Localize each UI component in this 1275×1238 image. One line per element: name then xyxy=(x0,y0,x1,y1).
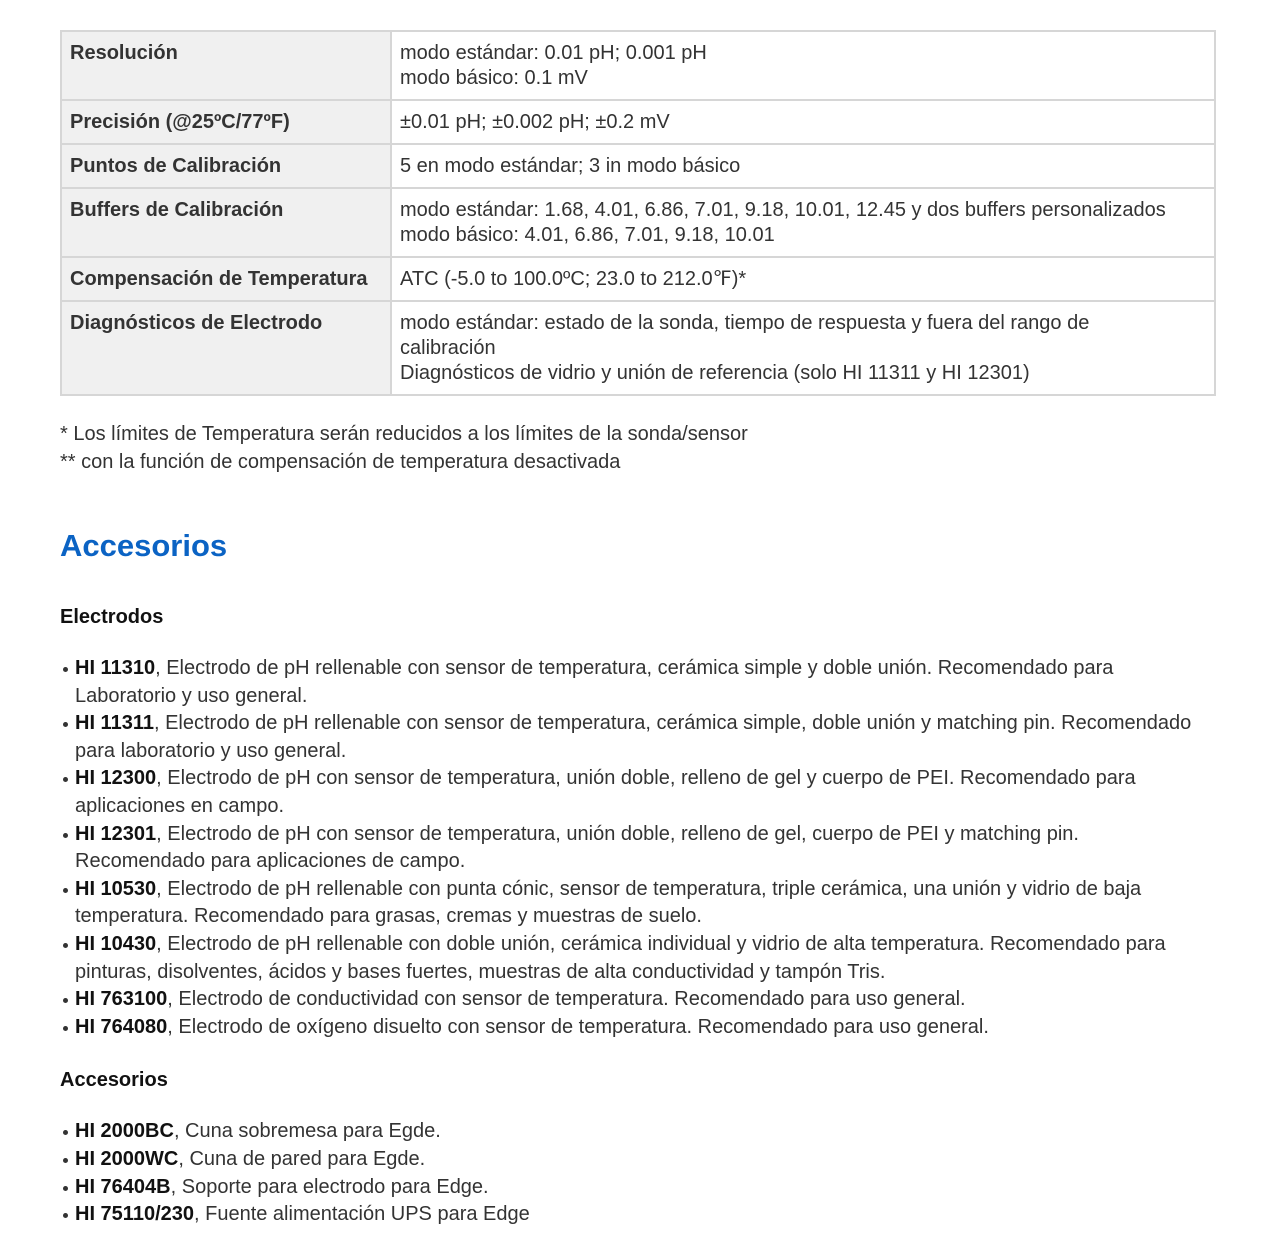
product-description: , Electrodo de pH con sensor de temperatura, unión doble, relleno de gel y cuerpo de PEI. Recomendado para aplicaciones en campo. xyxy=(75,767,1136,817)
list-item xyxy=(75,1146,1216,1174)
product-code: HI 10530 xyxy=(75,877,157,900)
product-code: HI 2000WC xyxy=(75,1147,179,1170)
spec-value xyxy=(391,188,1215,257)
list-item xyxy=(75,710,1216,765)
accessories-list xyxy=(60,1118,1216,1228)
product-description: , Electrodo de pH rellenable con sensor de temperatura, cerámica simple y doble unión. Recomendado para Laboratorio y uso general. xyxy=(75,657,1114,707)
specifications-table xyxy=(60,30,1216,396)
list-item xyxy=(75,1201,1216,1229)
spec-label: Puntos de Calibración xyxy=(61,144,391,188)
product-code: HI 11310 xyxy=(75,657,156,679)
product-description: , Electrodo de pH con sensor de temperatura, unión doble, relleno de gel, cuerpo de PEI y matching pin. Recomendado para aplicaciones de campo. xyxy=(75,822,1079,873)
table-row xyxy=(61,257,1215,301)
spec-value xyxy=(391,31,1215,100)
spec-value xyxy=(391,257,1215,301)
product-code: HI 12300 xyxy=(75,767,157,790)
product-code: HI 75110/230 xyxy=(75,1203,194,1226)
spec-value-line: 5 en modo estándar; 3 in modo básico xyxy=(400,155,741,177)
product-code: HI 763100 xyxy=(75,988,168,1011)
product-description: , Fuente alimentación UPS para Edge xyxy=(194,1203,530,1226)
list-item xyxy=(75,821,1216,876)
product-code: HI 764080 xyxy=(75,1015,168,1038)
accessories-heading: Accesorios xyxy=(60,528,228,563)
table-row xyxy=(61,144,1215,188)
spec-value-line: Diagnósticos de vidrio y unión de referencia (solo HI 11311 y HI 12301) xyxy=(400,362,1030,384)
table-row xyxy=(61,31,1215,100)
spec-label: Precisión (@25ºC/77ºF) xyxy=(61,100,391,144)
product-description: , Electrodo de pH rellenable con sensor de temperatura, cerámica simple, doble unión y matching pin. Recomendado para laboratorio y uso general. xyxy=(75,712,1192,762)
spec-label: Compensación de Temperatura xyxy=(61,257,391,301)
electrodes-list xyxy=(60,655,1216,1041)
list-item xyxy=(75,765,1216,820)
footnote: ** con la función de compensación de temperatura desactivada xyxy=(60,451,621,473)
product-description: , Electrodo de conductividad con sensor de temperatura. Recomendado para uso general. xyxy=(167,988,966,1011)
list-item xyxy=(75,876,1216,931)
list-item xyxy=(75,1014,1216,1042)
spec-value-line: modo básico: 0.1 mV xyxy=(400,67,588,89)
accessories-subheading: Accesorios xyxy=(60,1069,168,1092)
electrodes-subheading: Electrodos xyxy=(60,606,164,628)
spec-label: Resolución xyxy=(61,31,391,100)
footnote: * Los límites de Temperatura serán reducidos a los límites de la sonda/sensor xyxy=(60,423,748,445)
product-code: HI 2000BC xyxy=(75,1120,174,1143)
product-description: , Electrodo de pH rellenable con doble unión, cerámica individual y vidrio de alta temperatura. Recomendado para pinturas, disolventes, ácidos y bases fuertes, muestras de alta conductividad y tampón Tris. xyxy=(75,932,1166,983)
product-description: , Soporte para electrodo para Edge. xyxy=(170,1175,489,1198)
spec-value-line: ATC (-5.0 to 100.0ºC; 23.0 to 212.0℉)* xyxy=(400,268,747,290)
spec-value xyxy=(391,100,1215,144)
spec-value-line: modo estándar: estado de la sonda, tiempo de respuesta y fuera del rango de calibración xyxy=(400,312,1090,359)
spec-value-line: modo básico: 4.01, 6.86, 7.01, 9.18, 10.01 xyxy=(400,224,775,246)
spec-value-line: modo estándar: 0.01 pH; 0.001 pH xyxy=(400,42,707,64)
list-item xyxy=(75,655,1216,710)
spec-value-line: ±0.01 pH; ±0.002 pH; ±0.2 mV xyxy=(400,111,670,133)
list-item xyxy=(75,986,1216,1014)
list-item xyxy=(75,931,1216,986)
table-row xyxy=(61,188,1215,257)
spec-label: Diagnósticos de Electrodo xyxy=(61,301,391,395)
product-code: HI 12301 xyxy=(75,822,157,845)
product-description: , Cuna de pared para Egde. xyxy=(178,1147,426,1170)
spec-value xyxy=(391,144,1215,188)
table-row xyxy=(61,301,1215,395)
product-code: HI 76404B xyxy=(75,1175,171,1198)
product-description: , Cuna sobremesa para Egde. xyxy=(173,1120,441,1143)
page-content xyxy=(60,30,1216,1229)
product-description: , Electrodo de pH rellenable con punta cónic, sensor de temperatura, triple cerámica, una unión y vidrio de baja temperatura. Recomendado para grasas, cremas y muestras de suelo. xyxy=(75,877,1142,928)
table-row xyxy=(61,100,1215,144)
product-code: HI 11311 xyxy=(75,712,154,735)
product-description: , Electrodo de oxígeno disuelto con sensor de temperatura. Recomendado para uso general. xyxy=(167,1015,989,1038)
spec-value xyxy=(391,301,1215,395)
list-item xyxy=(75,1118,1216,1146)
list-item xyxy=(75,1174,1216,1202)
product-code: HI 10430 xyxy=(75,932,157,955)
spec-value-line: modo estándar: 1.68, 4.01, 6.86, 7.01, 9.18, 10.01, 12.45 y dos buffers personalizados xyxy=(400,199,1166,221)
footnotes xyxy=(60,420,1216,476)
spec-label: Buffers de Calibración xyxy=(61,188,391,257)
